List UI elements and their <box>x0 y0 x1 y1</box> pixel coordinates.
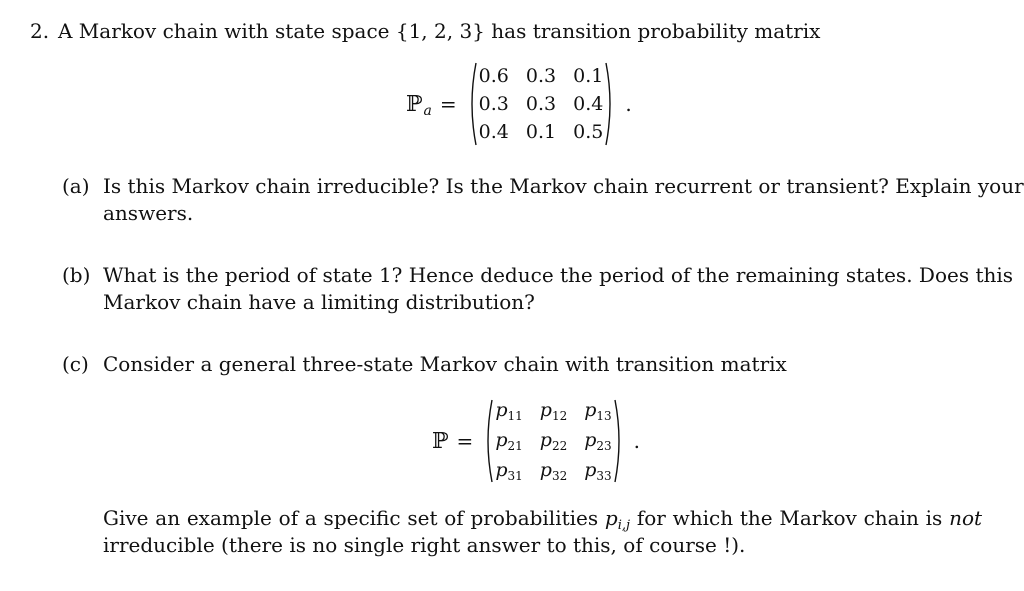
matrix-p-period: . <box>633 429 641 453</box>
matrix-p-block <box>432 397 640 485</box>
matrix-a-cell: 0.4 <box>478 121 509 143</box>
part-b-line2: Markov chain have a limiting distribution? <box>103 290 535 314</box>
matrix-p-cell: $p_{23}$ <box>584 429 612 453</box>
part-c-line1-pre: Give an example of a specific set of probabilities <box>103 506 599 530</box>
matrix-p-cell: $p_{22}$ <box>539 429 568 453</box>
question-number: 2. <box>30 19 50 43</box>
part-c-line1-mid: for which the Markov chain is <box>636 506 943 530</box>
question-intro: A Markov chain with state space {1, 2, 3} has transition probability matrix <box>58 19 821 43</box>
matrix-p-cell: $p_{21}$ <box>495 429 523 453</box>
emphasis-not: not <box>949 506 983 530</box>
right-paren-icon <box>605 62 615 146</box>
matrix-a-cell: 0.1 <box>525 121 557 143</box>
matrix-p-cell: $p_{13}$ <box>584 399 612 423</box>
matrix-a-cell: 0.4 <box>573 93 604 115</box>
matrix-p-cell: $p_{11}$ <box>495 399 523 423</box>
matrix-a-cell: 0.6 <box>478 65 509 87</box>
matrix-a-block <box>406 62 632 146</box>
left-paren-icon <box>483 399 493 483</box>
matrix-a-equals: = <box>439 91 457 116</box>
matrix-a-grid <box>479 63 604 145</box>
matrix-a-subscript: a <box>423 102 432 119</box>
part-a-line1: Is this Markov chain irreducible? Is the Markov chain recurrent or transient? Explain your <box>103 174 1024 198</box>
matrix-p-label <box>432 429 473 454</box>
part-b-line1: What is the period of state 1? Hence deduce the period of the remaining states. Does this <box>103 263 1014 287</box>
part-a-label: (a) <box>62 174 90 198</box>
right-paren-icon <box>614 399 624 483</box>
matrix-p-cell: $p_{33}$ <box>584 459 612 483</box>
matrix-a-cell: 0.3 <box>525 65 557 87</box>
matrix-a-cell: 0.3 <box>525 93 557 115</box>
part-a-line2: answers. <box>103 201 194 225</box>
matrix-p-grid <box>495 397 611 485</box>
matrix-a-label <box>406 92 457 117</box>
matrix-a-cell: 0.5 <box>573 121 604 143</box>
left-paren-icon <box>467 62 477 146</box>
part-c-line2: irreducible (there is no single right answer to this, of course !). <box>103 533 746 557</box>
matrix-a-cell: 0.1 <box>573 65 604 87</box>
matrix-p-equals: = <box>456 428 474 453</box>
part-b-label: (b) <box>62 263 91 287</box>
matrix-p-symbol: ℙ <box>432 428 449 454</box>
matrix-a-symbol: ℙ <box>406 91 423 117</box>
matrix-a-period: . <box>625 92 632 116</box>
part-c-intro: Consider a general three-state Markov chain with transition matrix <box>103 352 787 376</box>
p-ij-symbol: $p_{i,j}$ <box>604 506 631 533</box>
part-c-line1 <box>103 505 982 535</box>
matrix-p-cell: $p_{31}$ <box>495 459 523 483</box>
matrix-p-cell: $p_{32}$ <box>539 459 568 483</box>
matrix-p-cell: $p_{12}$ <box>539 399 568 423</box>
part-c-label: (c) <box>62 352 89 376</box>
matrix-a-cell: 0.3 <box>478 93 509 115</box>
